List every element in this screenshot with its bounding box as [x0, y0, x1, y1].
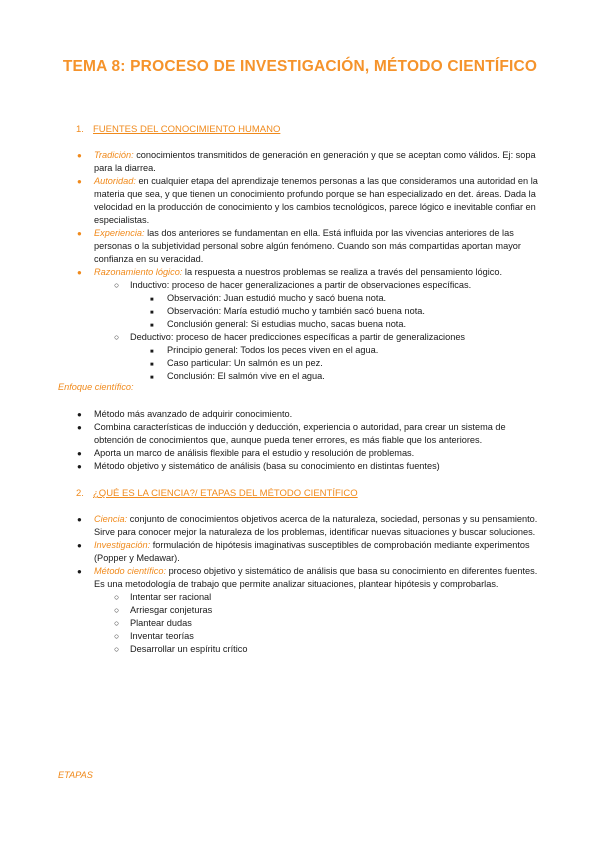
bullet-square-icon: ■	[150, 349, 154, 355]
list-item	[0, 408, 600, 421]
bullet-disc-icon: ●	[77, 515, 82, 524]
text-deductivo: Deductivo: proceso de hacer predicciones específicas a partir de generalizaciones	[130, 332, 466, 342]
bullet-circle-icon: ○	[114, 592, 120, 602]
text-investigacion: formulación de hipótesis imaginativas susceptibles de comprobación mediante experimentos (Popper y Medawar).	[94, 540, 530, 563]
bullet-disc-icon: ●	[77, 567, 82, 576]
list-item-investigacion	[0, 539, 600, 565]
section-1-label: FUENTES DEL CONOCIMIENTO HUMANO	[93, 124, 281, 135]
section-1-heading	[76, 124, 280, 135]
text-razonamiento: la respuesta a nuestros problemas se realiza a través del pensamiento lógico.	[182, 267, 503, 277]
etapas-label: ETAPAS	[58, 770, 93, 780]
bullet-square-icon: ■	[150, 362, 154, 368]
sub-text-4: Inventar teorías	[130, 631, 194, 641]
text-inductivo-2: Observación: María estudió mucho y también sacó buena nota.	[167, 306, 425, 316]
list-item-experiencia	[0, 227, 600, 266]
bullet-square-icon: ■	[150, 323, 154, 329]
term-experiencia: Experiencia:	[94, 228, 145, 238]
list-item	[0, 447, 600, 460]
section-2-number: 2.	[76, 488, 84, 499]
text-experiencia: las dos anteriores se fundamentan en ella. Está influida por las vivencias anteriores de las personas o la subjetividad personal sobre algún fenómeno. Cuando son más compartidas aportan mayor confianza en su veracidad.	[94, 228, 521, 264]
enfoque-label: Enfoque científico:	[58, 382, 134, 392]
bullet-circle-icon: ○	[114, 280, 120, 290]
list-item-deductivo-1	[0, 344, 600, 357]
bullet-disc-icon: ●	[77, 462, 82, 471]
section-2-list	[0, 513, 600, 656]
bullet-disc-icon: ●	[77, 410, 82, 419]
section-1-list	[0, 149, 600, 383]
text-deductivo-1: Principio general: Todos los peces viven en el agua.	[167, 345, 379, 355]
bullet-circle-icon: ○	[114, 332, 120, 342]
term-autoridad: Autoridad:	[94, 176, 136, 186]
list-item	[0, 617, 600, 630]
enfoque-text-1: Método más avanzado de adquirir conocimiento.	[94, 409, 293, 419]
enfoque-list	[0, 408, 600, 473]
bullet-square-icon: ■	[150, 310, 154, 316]
section-2-label: ¿QUÉ ES LA CIENCIA?/ ETAPAS DEL MÉTODO CIENTÍFICO	[93, 488, 358, 499]
bullet-disc-icon: ●	[77, 541, 82, 550]
sub-text-2: Arriesgar conjeturas	[130, 605, 213, 615]
bullet-circle-icon: ○	[114, 605, 120, 615]
list-item-inductivo-3	[0, 318, 600, 331]
list-item	[0, 591, 600, 604]
term-razonamiento: Razonamiento lógico:	[94, 267, 183, 277]
term-metodo: Método científico:	[94, 566, 167, 576]
sub-text-1: Intentar ser racional	[130, 592, 212, 602]
list-item-autoridad	[0, 175, 600, 227]
list-item-deductivo	[0, 331, 600, 344]
enfoque-text-4: Método objetivo y sistemático de análisis (basa su conocimiento en distintas fuentes)	[94, 461, 440, 471]
list-item-inductivo-2	[0, 305, 600, 318]
list-item-inductivo-1	[0, 292, 600, 305]
text-deductivo-3: Conclusión: El salmón vive en el agua.	[167, 371, 325, 381]
bullet-disc-icon: ●	[77, 229, 82, 238]
bullet-disc-icon: ●	[77, 177, 82, 186]
term-investigacion: Investigación:	[94, 540, 151, 550]
bullet-disc-icon: ●	[77, 449, 82, 458]
list-item-metodo	[0, 565, 600, 591]
bullet-disc-icon: ●	[77, 268, 82, 277]
term-ciencia: Ciencia:	[94, 514, 128, 524]
list-item-tradicion	[0, 149, 600, 175]
bullet-circle-icon: ○	[114, 644, 120, 654]
text-inductivo-3: Conclusión general: Si estudias mucho, sacas buena nota.	[167, 319, 407, 329]
text-inductivo-1: Observación: Juan estudió mucho y sacó buena nota.	[167, 293, 387, 303]
list-item	[0, 643, 600, 656]
list-item-razonamiento	[0, 266, 600, 279]
text-autoridad: en cualquier etapa del aprendizaje tenemos personas a las que consideramos una autoridad en la materia que sea, y que tienen un conocimiento profundo porque se han especializado en det. áreas. Dada la velocidad en la producción de conocimiento y los cambios tecnológicos, parece lógico e inevitable confiar en especialistas.	[94, 176, 538, 225]
list-item	[0, 630, 600, 643]
text-metodo: proceso objetivo y sistemático de análisis que basa su conocimiento en diferentes fuentes. Es una metodología de trabajo que permite analizar situaciones, plantear hipótesis y comprobarlas.	[94, 566, 538, 589]
section-2-heading	[76, 488, 358, 499]
text-inductivo: Inductivo: proceso de hacer generalizaciones a partir de observaciones específicas.	[130, 280, 472, 290]
bullet-square-icon: ■	[150, 375, 154, 381]
section-1-number: 1.	[76, 124, 84, 135]
list-item	[0, 604, 600, 617]
text-tradicion: conocimientos transmitidos de generación en generación y que se aceptan como válidos. Ej: sopa para la diarrea.	[94, 150, 536, 173]
bullet-circle-icon: ○	[114, 631, 120, 641]
enfoque-text-2: Combina características de inducción y deducción, experiencia o autoridad, para crear un sistema de obtención de conocimientos que, aunque pueda tener errores, es más fiable que los anteriores.	[94, 422, 506, 445]
bullet-disc-icon: ●	[77, 423, 82, 432]
enfoque-text-3: Aporta un marco de análisis flexible para el estudio y resolución de problemas.	[94, 448, 415, 458]
bullet-square-icon: ■	[150, 297, 154, 303]
term-tradicion: Tradición:	[94, 150, 134, 160]
list-item	[0, 421, 600, 447]
list-item-inductivo	[0, 279, 600, 292]
sub-text-3: Plantear dudas	[130, 618, 192, 628]
list-item-ciencia	[0, 513, 600, 539]
list-item	[0, 460, 600, 473]
page-title: TEMA 8: PROCESO DE INVESTIGACIÓN, MÉTODO CIENTÍFICO	[62, 58, 538, 75]
text-ciencia: conjunto de conocimientos objetivos acerca de la naturaleza, sociedad, personas y su pensamiento. Sirve para conocer mejor la naturaleza de los problemas, identificar nuevas situaciones y buscar soluciones.	[94, 514, 538, 537]
list-item-deductivo-2	[0, 357, 600, 370]
text-deductivo-2: Caso particular: Un salmón es un pez.	[167, 358, 323, 368]
bullet-circle-icon: ○	[114, 618, 120, 628]
bullet-disc-icon: ●	[77, 151, 82, 160]
sub-text-5: Desarrollar un espíritu crítico	[130, 644, 248, 654]
